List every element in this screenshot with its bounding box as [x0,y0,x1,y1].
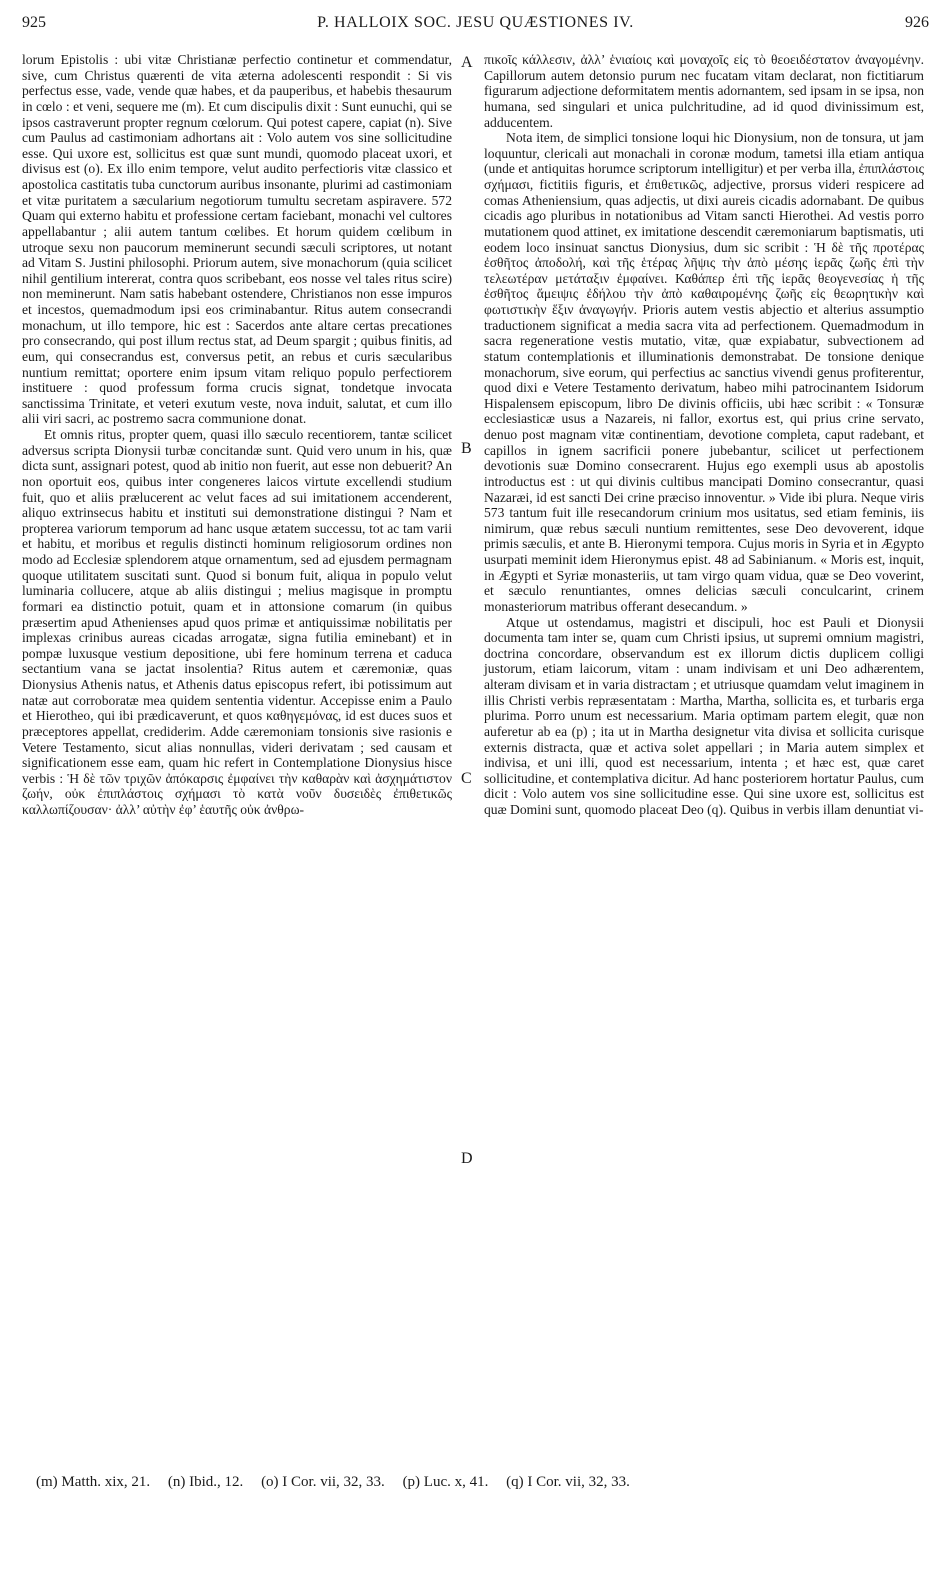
footnote-q: (q) I Cor. vii, 32, 33. [506,1474,630,1490]
footnotes [36,1474,929,1491]
margin-letter-c: C [461,770,472,787]
left-paragraph-2: Et omnis ritus, propter quem, quasi illo sæculo recentiorem, tantæ scilicet adversus scripta Dionysii turbæ concitandæ sunt. Quid vero unum in his, quæ dicta sunt, assignari potest, quod ab initio non fuerit, aut esse non debuerit? An non oportuit eos, quibus inter congeneres laicos virtute excellendi studium fuit, quo et aliis prælucerent ac velut faces ad sui imitationem accenderent, aliquo extrinsecus habitu et instituti sui demonstratione distingui ? Nam et propterea variorum temporum ad hanc usque ætatem successu, tot ac tam varii et habitu, et moribus et regulis distincti hominum religiosorum ordines non modo ad Ecclesiæ splendorem atque ornamentum, sed ad ejusdem permagnam quoque utilitatem suscitati sunt. Quod si bonum fuit, aliqua in populo velut luminaria collucere, atque ab aliis distingui ; melius magisque in promptu formari ea distinctio potuit, quam et in attonsione comarum (in quibus præsertim apud Athenienses apud quos primæ et antiquissimæ nobilitatis per implexas crinibus aureas cicadas arrogatæ, signa futilia eminebant) et in pompæ luxusque vestium depositione, ubi fere hominum terrena et caduca sectantium vana se jactat insolentia? Ritus autem et cæremoniæ, quas Dionysius Athenis natus, et Athenis datus episcopus refert, ibi potissimum aut natæ aut corroboratæ mea quidem sententia videntur. Accepisse enim a Paulo et Hierotheo, qui ibi prædicaverunt, et quos καθηγεμόνας, id est duces suos et præceptores appellat, crediderim. Adde cæremoniam tonsionis sive rasionis e Vetere Testamento, sicut alias nonnullas, videri derivatam ; sed causam et significationem esse eam, quam hic refert in Contemplatione Dionysius hisce verbis : Ἡ δὲ τῶν τριχῶν ἀπόκαρσις ἐμφαίνει τὴν καθαρὰν καὶ ἀσχημάτιστον ζωήν, οὐκ ἐπιπλάστοις σχήμασι τὸ κατὰ νοῦν δυσειδὲς ἐπιθετικῶς καλλωπίζουσαν· ἀλλ’ αὐτὴν ἐφ’ ἑαυτῆς οὐκ ἀνθρω- [22,427,452,817]
left-paragraph-1: lorum Epistolis : ubi vitæ Christianæ perfectio continetur et commendatur, sive, cum Christus quærenti de vita æterna adolescenti respondit : Si vis perfectus esse, vade, vende quæ habes, et da pauperibus, et habebis thesaurum in cœlo : et veni, sequere me (m). Et cum discipulis dixit : Sunt eunuchi, qui se ipsos castraverunt propter regnum cœlorum. Qui potest capere, capiat (n). Sive cum Paulus ad castimoniam adhortans ait : Volo autem vos sine sollicitudine esse. Qui uxore est, sollicitus est quæ sunt mundi, quomodo placeat uxori, et divisus est (o). Ex illo enim tempore, velut audito perfectioris vitæ classico et apostolica castitatis tuba cunctorum auribus insonante, plurimi ad castimoniam et vitæ puritatem a sæcularium negotiorum tumultu secretam aspiravere. 572 Quam qui externo habitu et professione certam faciebant, monachi vel cultores appellabantur ; alii autem tantum cœlibes. Et horum quidem cœlibum in utroque sexu non paucorum meminerunt secundi sæculi scriptores, ut notant ad Vitam S. Justini philosophi. Priorum autem, sive monachorum (quia scilicet nihil gentilium intererat, contra quos scribebant, eos nosse vel tales ritus scire) non meminerunt. Nam satis habebant ostendere, Christianos non esse impuros et incestos, quemadmodum ipsi eos criminabantur. Ritus autem consecrandi monachum, ut illo tempore, hic est : Sacerdos ante altare certas precationes pro consecrando, qui post illum rectus stat, ad Deum spargit ; quibus finitis, ad eum, qui consecrandus est, conversus petit, an rebus et curis sæcularibus nuntium remittat; oportere enim ipsum vitam reliquo populo perfectiorem instituere : quod professum forma crucis signat, tondetque invocata sanctissima Trinitate, et veteri exutum veste, nova induit, salutat, et cum illo alii viri sacri, ac postremo sacra communione donat. [22,52,452,427]
left-column [22,52,452,818]
margin-letter-a: A [461,54,473,71]
running-title: P. HALLOIX SOC. JESU QUÆSTIONES IV. [317,14,634,31]
right-paragraph-3: Atque ut ostendamus, magistri et discipuli, hoc est Pauli et Dionysii documenta tam inter se, quam cum Christi ipsius, ut supremi omnium magistri, doctrina concordare, observandum est ex illorum dictis duplicem colligi justorum, etiam laicorum, vitam : unam indivisam et uni Deo adhærentem, alteram divisam et in varia distractam ; et utriusque quamdam velut imaginem in illis Christi verbis repræsentatam : Martha, Martha, sollicita es, et turbaris erga plurima. Porro unum est necessarium. Maria optimam partem elegit, quæ non auferetur ab ea (p) ; ita ut in Martha designetur vita divisa et sollicita curisque externis distracta, quæ et activa solet appellari ; in Maria autem simplex et indivisa, et uni illi, quod est necessarium, intenta ; et hæc est, quæ caret sollicitudine, et contemplativa dicitur. Ad hanc posteriorem hortatur Paulus, cum dicit : Volo autem vos sine sollicitudine esse. Qui sine uxore est, sollicitus est quæ Domini sunt, quomodo placeat Deo (q). Quibus in verbis illam denuntiat vi- [484,614,924,817]
margin-letter-b: B [461,440,472,457]
right-paragraph-1: πικοῖς κάλλεσιν, ἀλλ’ ἑνιαίοις καὶ μοναχοῖς εἰς τὸ θεοειδέστατον ἀναγομένην. Capillorum autem detonsio purum nec fucatam vitam declarat, non fictitiarum figurarum adjectione deformitatem mentis adornantem, sed ipsam in se ipsa, non humana, sed singulari et unica pulchritudine, ad id quod divinissimum est, adducentem. [484,52,924,130]
margin-letter-d: D [461,1150,473,1167]
footnote-m: (m) Matth. xix, 21. [36,1474,151,1490]
right-paragraph-2: Nota item, de simplici tonsione loqui hic Dionysium, non de tonsura, ut jam loquuntur, clericali aut monachali in coronæ modum, tametsi illa etiam antiqua (unde et antiquitas horumce scriptorum intelligitur) et per verba illa, ἐπιπλάστοις σχήμασι, fictitiis figuris, et ἐπιθετικῶς, adjective, prorsus videri respicere ad comas Atheniensium, quas adjectis, ut dixi aureis cicadis adornabant. De quibus cicadis ago pluribus in notationibus ad Vitam sancti Hierothei. Ad vestis porro mutationem quod attinet, ex imitatione descendit cæremoniarum baptismatis, uti eodem loco insinuat sanctus Dionysius, dum sic scribit : Ἡ δὲ τῆς προτέρας ἐσθῆτος ἀποδολή, καὶ τῆς ἑτέρας λῆψις τὴν ἀπὸ μέσης ἱερᾶς ζωῆς ἐπὶ τὴν τελεωτέραν μετάταξιν ἐμφαίνει. Καθάπερ ἐπὶ τῆς ἱερᾶς θεογενεσίας ἡ τῆς ἐσθῆτος ἄμειψις ἐδήλου τὴν ἀπὸ καθαιρομένης ζωῆς εἰς θεωρητικὴν καὶ φωτιστικὴν ἕξιν ἀναγωγήν. Prioris autem vestis abjectio et alterius assumptio traductionem significat a media sacra vita ad perfectionem. Quemadmodum in sacra regeneratione vestis mutatio, vitæ, quæ expiabatur, subvectionem ad statum contemplationis et illuminationis demonstrabat. De tonsione denique monachorum, sive eorum, qui perfectius ac sanctius vivendi genus profiterentur, quod dixi e Vetere Testamento derivatum, habeo mihi patrocinantem Isidorum Hispalensem episcopum, libro De divinis officiis, ubi hæc scribit : « Tonsuræ ecclesiasticæ usus a Nazareis, ni fallor, exortus est, qui prius crine servato, denuo post magnam vitæ continentiam, devotione completa, caput radebant, et capillos in ignem sacrificii ponere jubebantur, scilicet ut perfectionem devotionis suæ Domino consecrarent. Hujus ego exempli usus ab apostolis introductus est : ut qui divinis cultibus mancipati Domino consecrantur, quasi Nazaræi, id est sancti Dei crine præciso innoventur. » Vide ibi plura. Neque viris 573 tantum fuit ille resecandorum crinium mos usitatus, sed etiam feminis, iis nimirum, quæ rebus sæculi nuntium remittentes, sese Deo devoverent, idque primis sæculis, et ante B. Hieronymi tempora. Cujus moris in Syria et in Ægypto usurpati meminit idem Hieronymus epist. 48 ad Sabinianum. « Moris est, inquit, in Ægypti et Syriæ monasteriis, ut tam virgo quam vidua, quæ se Deo voverint, et sæculo renuntiantes, omnes delicias sæculi conculcarint, crinem monasteriorum matribus offerant desecandum. » [484,130,924,614]
right-column [484,52,924,818]
footnote-p: (p) Luc. x, 41. [402,1474,489,1490]
footnote-n: (n) Ibid., 12. [167,1474,244,1490]
footnote-o: (o) I Cor. vii, 32, 33. [261,1474,385,1490]
page-number-left: 925 [22,14,46,31]
page-number-right: 926 [905,14,929,31]
page-header [22,14,929,38]
